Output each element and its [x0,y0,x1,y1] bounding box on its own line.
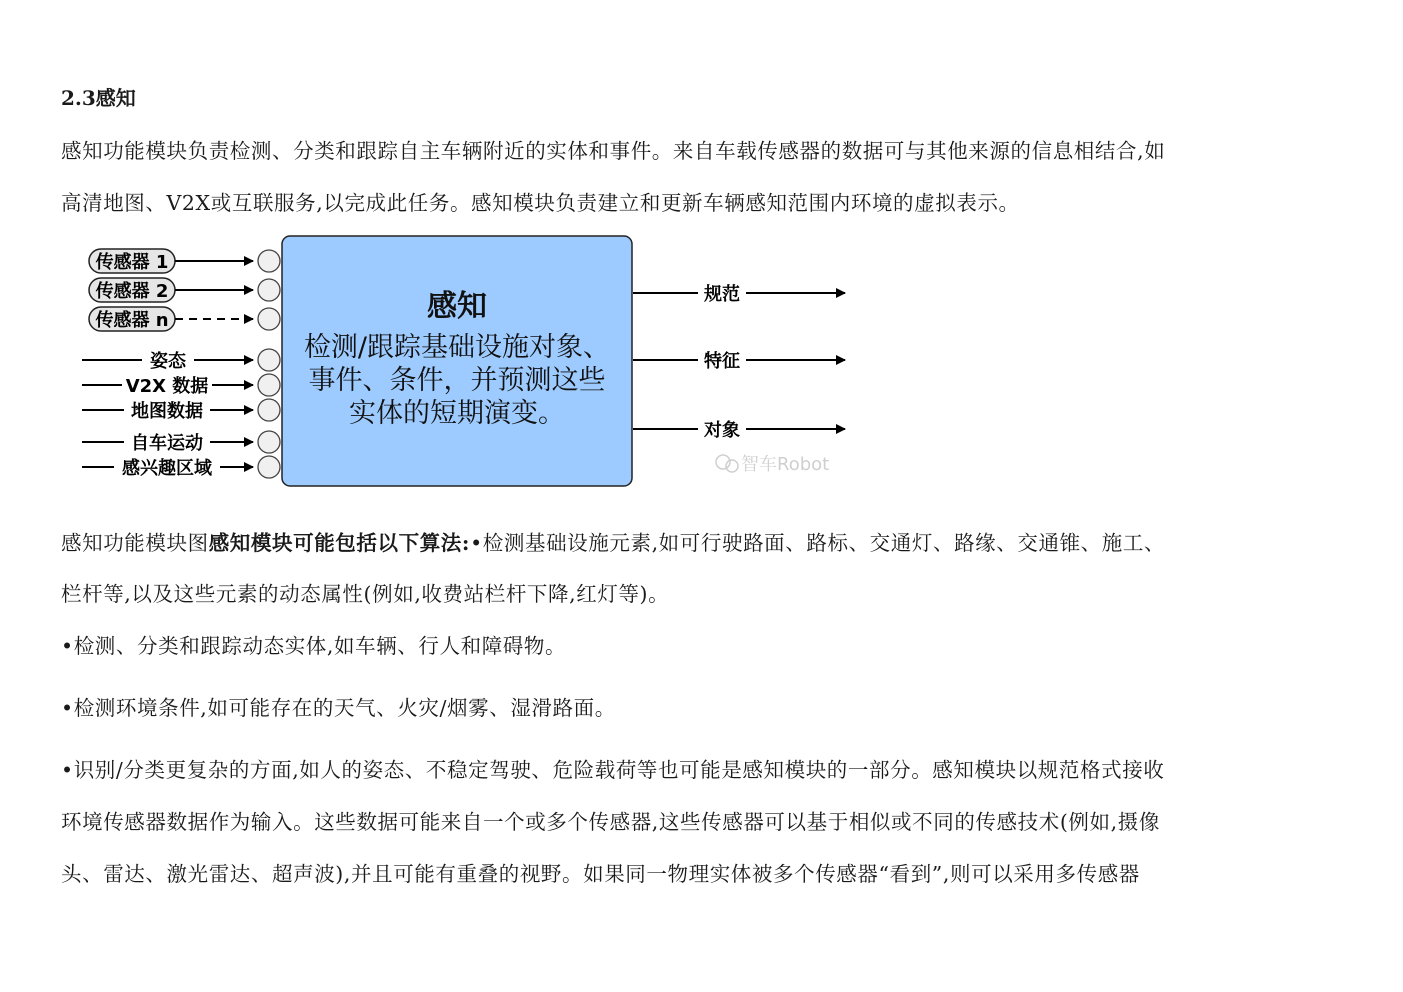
input-label: V2X 数据 [125,376,209,397]
caption-lead: 感知功能模块图 [61,531,209,555]
output-label: 对象 [704,420,740,441]
input-label: 姿态 [150,351,186,372]
input-roi [82,457,253,479]
sensor-label: 传感器 1 [95,252,169,273]
output-features [633,350,845,372]
input-ports [258,250,280,478]
output-objects [633,419,845,441]
input-v2x [82,375,253,397]
input-label: 感兴趣区域 [122,458,212,479]
box-body-line: 事件、条件，并预测这些 [308,365,606,396]
caption-bold: 感知模块可能包括以下算法: [208,531,471,555]
paragraph-line: 环境传感器数据作为输入。这些数据可能来自一个或多个传感器,这些传感器可以基于相似或不同的传感技术(例如,摄像 [61,810,1160,834]
bullet-item: •识别/分类更复杂的方面,如人的姿态、不稳定驾驶、危险载荷等也可能是感知模块的一部分。感知模块以规范格式接收 [61,758,1165,782]
sensor-input-n [89,307,253,331]
output-specification [633,283,845,305]
bullet-item: •检测、分类和跟踪动态实体,如车辆、行人和障碍物。 [61,634,567,658]
sensor-input-2 [89,278,253,302]
input-pose [82,350,253,372]
input-map [82,400,253,422]
watermark-text: 智车Robot [741,454,830,475]
paragraph-line: 感知功能模块负责检测、分类和跟踪自主车辆附近的实体和事件。来自车载传感器的数据可与其他来源的信息相结合,如 [61,139,1166,163]
sensor-label: 传感器 2 [95,281,169,302]
watermark [716,454,829,475]
paragraph-line: 栏杆等,以及这些元素的动态属性(例如,收费站栏杆下降,红灯等)。 [61,582,670,606]
input-label: 自车运动 [131,433,203,454]
box-body-line: 检测/跟踪基础设施对象、 [303,332,611,363]
perception-module-diagram [80,232,860,494]
box-body-line: 实体的短期演变。 [349,398,565,429]
box-title: 感知 [427,289,487,324]
output-label: 规范 [704,284,740,305]
input-label: 地图数据 [131,401,203,422]
bullet-item: •检测环境条件,如可能存在的天气、火灾/烟雾、湿滑路面。 [61,696,616,720]
sensor-label: 传感器 n [95,310,169,331]
input-ego-motion [82,432,253,454]
paragraph-line: 头、雷达、激光雷达、超声波),并且可能有重叠的视野。如果同一物理实体被多个传感器“看到”,则可以采用多传感器 [61,862,1140,886]
section-heading: 2.3感知 [61,86,136,110]
caption-line [61,526,1165,556]
sensor-input-1 [89,249,253,273]
caption-rest: •检测基础设施元素,如可行驶路面、路标、交通灯、路缘、交通锥、施工、 [470,531,1166,555]
output-label: 特征 [704,351,740,372]
paragraph-line: 高清地图、V2X或互联服务,以完成此任务。感知模块负责建立和更新车辆感知范围内环境的虚拟表示。 [61,191,1020,215]
